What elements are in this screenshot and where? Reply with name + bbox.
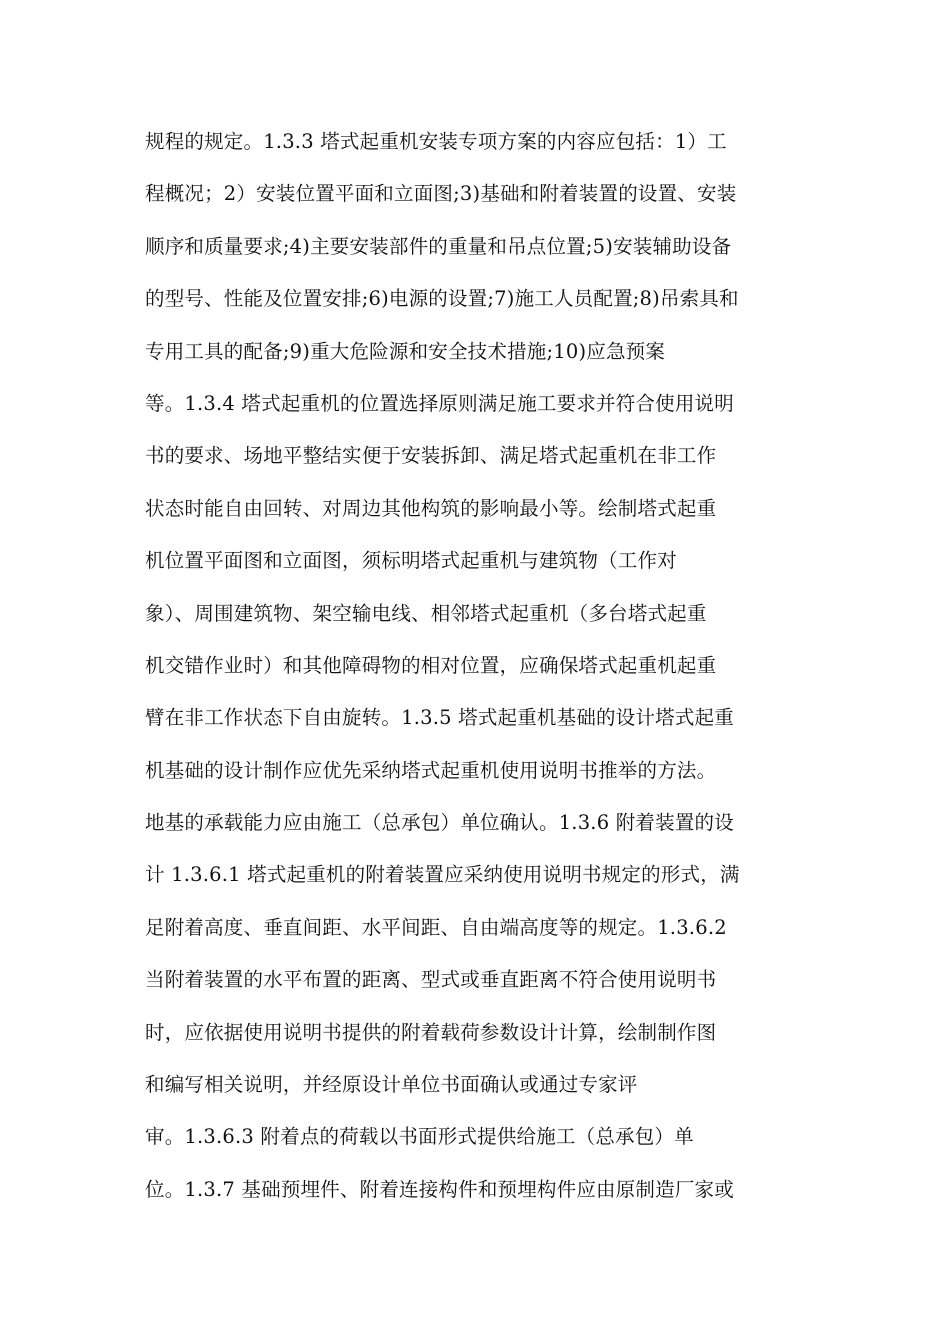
text-line: 机位置平面图和立面图，须标明塔式起重机与建筑物（工作对 bbox=[145, 549, 677, 573]
text-line: 的型号、性能及位置安排;6)电源的设置;7)施工人员配置;8)吊索具和 bbox=[145, 287, 739, 311]
text-line: 程概况；2）安装位置平面和立面图;3)基础和附着装置的设置、安装 bbox=[145, 182, 737, 206]
text-line: 时，应依据使用说明书提供的附着载荷参数设计计算，绘制制作图 bbox=[145, 1020, 717, 1044]
text-line: 当附着装置的水平布置的距离、型式或垂直距离不符合使用说明书 bbox=[145, 968, 717, 992]
text-line: 和编写相关说明，并经原设计单位书面确认或通过专家评 bbox=[145, 1073, 638, 1097]
text-line: 臂在非工作状态下自由旋转。1.3.5 塔式起重机基础的设计塔式起重 bbox=[145, 706, 734, 730]
text-line: 地基的承载能力应由施工（总承包）单位确认。1.3.6 附着装置的设 bbox=[145, 811, 734, 835]
text-line: 足附着高度、垂直间距、水平间距、自由端高度等的规定。1.3.6.2 bbox=[145, 915, 727, 939]
text-line: 书的要求、场地平整结实便于安装拆卸、满足塔式起重机在非工作 bbox=[145, 444, 717, 468]
text-line: 象）、周围建筑物、架空输电线、相邻塔式起重机（多台塔式起重 bbox=[145, 601, 707, 625]
text-line: 规程的规定。1.3.3 塔式起重机安装专项方案的内容应包括：1）工 bbox=[145, 130, 727, 153]
text-line: 审。1.3.6.3 附着点的荷载以书面形式提供给施工（总承包）单 bbox=[145, 1125, 694, 1149]
text-line: 等。1.3.4 塔式起重机的位置选择原则满足施工要求并符合使用说明 bbox=[145, 391, 734, 415]
body-text bbox=[145, 116, 825, 1216]
text-line: 机交错作业时）和其他障碍物的相对位置，应确保塔式起重机起重 bbox=[145, 653, 717, 677]
text-line: 计 1.3.6.1 塔式起重机的附着装置应采纳使用说明书规定的形式，满 bbox=[145, 863, 740, 887]
text-line: 顺序和质量要求;4)主要安装部件的重量和吊点位置;5)安装辅助设备 bbox=[145, 234, 732, 258]
text-line: 机基础的设计制作应优先采纳塔式起重机使用说明书推举的方法。 bbox=[145, 758, 717, 782]
text-line: 专用工具的配备;9)重大危险源和安全技术措施;10)应急预案 bbox=[145, 339, 666, 363]
text-line: 状态时能自由回转、对周边其他构筑的影响最小等。绘制塔式起重 bbox=[145, 496, 717, 520]
text-line: 位。1.3.7 基础预埋件、附着连接构件和预埋构件应由原制造厂家或 bbox=[145, 1177, 734, 1201]
